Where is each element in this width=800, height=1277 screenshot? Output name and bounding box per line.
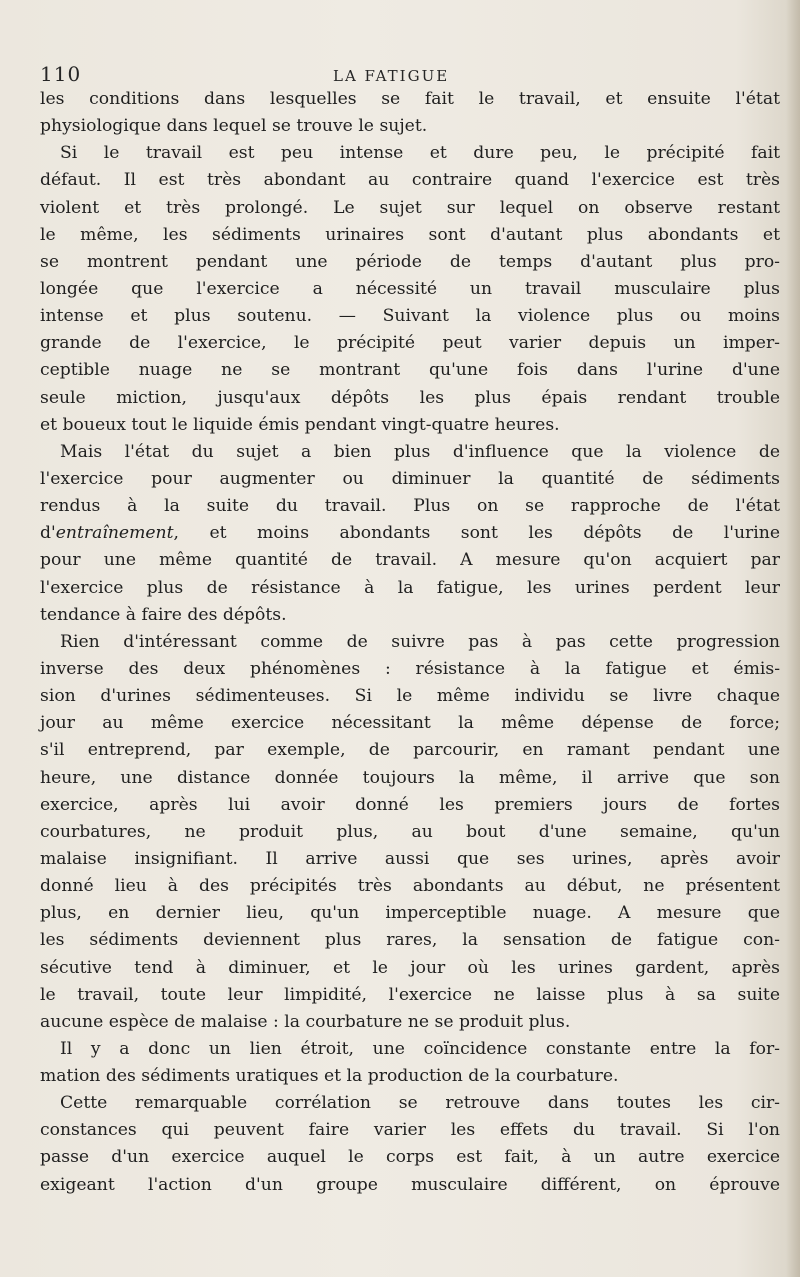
text-line: pour une même quantité de travail. A mesure qu'on acquiert par — [40, 550, 780, 571]
text-line: grande de l'exercice, le précipité peut varier depuis un imper- — [40, 333, 780, 354]
text-line: mation des sédiments uratiques et la production de la courbature. — [40, 1066, 619, 1087]
text-line: s'il entreprend, par exemple, de parcourir, en ramant pendant une — [40, 740, 780, 761]
text-line: tendance à faire des dépôts. — [40, 604, 287, 625]
text-line-with-italic — [40, 520, 780, 547]
text-line: exigeant l'action d'un groupe musculaire différent, on éprouve — [40, 1174, 780, 1195]
text-line: aucune espèce de malaise : la courbature ne se produit plus. — [40, 1011, 571, 1032]
text-line: l'exercice plus de résistance à la fatigue, les urines perdent leur — [40, 577, 780, 598]
text-line: inverse des deux phénomènes : résistance à la fatigue et émis- — [40, 658, 780, 679]
text-line: Si le travail est peu intense et dure peu, le précipité fait — [60, 143, 780, 164]
text-line: les sédiments deviennent plus rares, la sensation de fatigue con- — [40, 930, 780, 951]
italic-term: entraînement — [55, 523, 174, 544]
text-line: donné lieu à des précipités très abondants au début, ne présentent — [40, 876, 780, 897]
page-edge-shadow — [786, 0, 800, 1277]
running-title: LA FATIGUE — [333, 67, 450, 85]
text-line: sécutive tend à diminuer, et le jour où les urines gardent, après — [40, 957, 780, 978]
text-line: et boueux tout le liquide émis pendant vingt-quatre heures. — [40, 414, 560, 435]
text-line: Rien d'intéressant comme de suivre pas à pas cette progression — [60, 631, 780, 652]
text-line: sion d'urines sédimenteuses. Si le même individu se livre chaque — [40, 686, 780, 707]
text-line: le même, les sédiments urinaires sont d'autant plus abondants et — [40, 224, 780, 245]
text-line: défaut. Il est très abondant au contraire quand l'exercice est très — [40, 170, 780, 191]
text-line: longée que l'exercice a nécessité un travail musculaire plus — [40, 278, 780, 299]
line-suffix: , et moins abondants sont les dépôts de l'urine — [173, 523, 780, 544]
text-line: se montrent pendant une période de temps d'autant plus pro- — [40, 251, 780, 272]
text-line: malaise insignifiant. Il arrive aussi que ses urines, après avoir — [40, 848, 780, 869]
text-line: l'exercice pour augmenter ou diminuer la quantité de sédiments — [40, 468, 780, 489]
line-prefix: d' — [40, 523, 56, 544]
text-line: passe d'un exercice auquel le corps est fait, à un autre exercice — [40, 1147, 780, 1168]
text-line: ceptible nuage ne se montrant qu'une fois dans l'urine d'une — [40, 360, 780, 381]
text-line: plus, en dernier lieu, qu'un imperceptible nuage. A mesure que — [40, 903, 780, 924]
text-line: Cette remarquable corrélation se retrouve dans toutes les cir- — [60, 1093, 780, 1114]
text-line: Il y a donc un lien étroit, une coïncidence constante entre la for- — [60, 1038, 780, 1059]
text-line: constances qui peuvent faire varier les effets du travail. Si l'on — [40, 1120, 780, 1141]
text-line: heure, une distance donnée toujours la même, il arrive que son — [40, 767, 780, 788]
text-line: rendus à la suite du travail. Plus on se rapproche de l'état — [40, 496, 780, 517]
text-line: intense et plus soutenu. — Suivant la violence plus ou moins — [40, 306, 780, 327]
text-line: jour au même exercice nécessitant la même dépense de force; — [40, 713, 780, 734]
body-text — [40, 86, 780, 1199]
text-line: le travail, toute leur limpidité, l'exercice ne laisse plus à sa suite — [40, 984, 780, 1005]
text-line: seule miction, jusqu'aux dépôts les plus épais rendant trouble — [40, 387, 780, 408]
text-line: les conditions dans lesquelles se fait le travail, et ensuite l'état — [40, 89, 780, 109]
text-line: violent et très prolongé. Le sujet sur lequel on observe restant — [40, 197, 780, 218]
text-line: courbatures, ne produit plus, au bout d'une semaine, qu'un — [40, 821, 780, 842]
page-number: 110 — [40, 62, 82, 86]
text-line: exercice, après lui avoir donné les premiers jours de fortes — [40, 794, 780, 815]
text-line: Mais l'état du sujet a bien plus d'influence que la violence de — [60, 441, 780, 462]
text-line: physiologique dans lequel se trouve le sujet. — [40, 116, 428, 137]
